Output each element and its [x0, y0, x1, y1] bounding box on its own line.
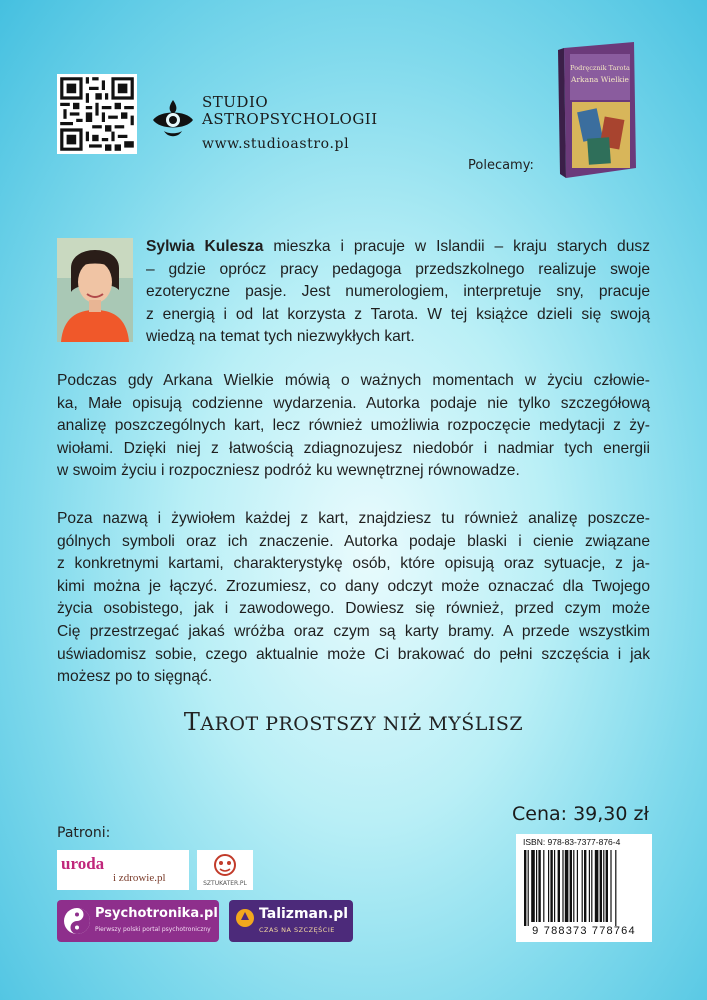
- bio-line: wiedzą na temat tych niezwykłych kart.: [146, 328, 415, 346]
- book-title-line1: Podręcznik Tarota: [570, 64, 630, 72]
- bio-line: mieszka i pracuje w Islandii – kraju starych dusz: [263, 238, 650, 255]
- author-bio-paragraph: [146, 236, 650, 349]
- publisher-name-line1: STUDIO: [202, 93, 269, 111]
- sztukater-text: SZTUKATER.PL: [203, 880, 247, 887]
- recommended-book-cover[interactable]: [550, 40, 640, 180]
- text-line: Poza nazwą i żywiołem każdej z kart, znajdziesz tu również analizę poszcze-: [57, 510, 650, 527]
- recommend-label: Polecamy:: [468, 158, 534, 173]
- talizman-badge-icon: [235, 908, 255, 928]
- bio-line: – gdzie oprócz pracy pedagoga przedszkolnego realizuje swoje: [146, 260, 650, 278]
- author-portrait: [57, 238, 133, 342]
- psychotronika-logo[interactable]: [57, 900, 219, 942]
- book-illustration: [550, 40, 640, 180]
- text-line: możesz po to sięgnąć.: [57, 668, 213, 686]
- uroda-text: uroda: [61, 854, 105, 873]
- description-paragraph-2: [57, 508, 650, 689]
- text-line: ka, Małe opisują codzienne wydarzenia. Autorka podaje nie tylko szczegółową: [57, 394, 650, 412]
- text-line: uświadomisz sobie, czego aktualnie może Ci brakować do pełni szczęścia i jak: [57, 645, 650, 663]
- text-line: z konkretnymi kartami, charakterystykę osób, które opisują oraz sytuacje, z ja-: [57, 555, 650, 573]
- qr-code-graphic: [57, 74, 137, 154]
- text-line: gólnych symboli oraz ich znaczenie. Autorka podaje blaski i cienie związane: [57, 532, 650, 550]
- talizman-logo[interactable]: [229, 900, 353, 942]
- publisher-name-line2: ASTROPSYCHOLOGII: [202, 110, 378, 128]
- publisher-name: [202, 94, 378, 128]
- qr-code[interactable]: [57, 74, 137, 154]
- psychotronika-subtitle: Pierwszy polski portal psychotroniczny: [95, 926, 211, 933]
- patrons-label: Patroni:: [57, 825, 111, 841]
- book-title-line2: Arkana Wielkie: [571, 75, 629, 84]
- isbn-label: ISBN: 978-83-7377-876-4: [523, 837, 621, 847]
- text-line: w swoim życiu i rozpoczniesz podróż ku wewnętrznej równowadze.: [57, 462, 520, 480]
- barcode-digits: 9 788373 778764: [532, 925, 636, 937]
- lotus-eye-icon: [150, 98, 196, 142]
- text-line: kimi można je łączyć. Zrozumiesz, co dany odczyt może oznaczać dla Twojego: [57, 577, 650, 595]
- price-label: Cena: 39,30 zł: [512, 803, 649, 825]
- psychotronika-text: Psychotronika.pl: [95, 906, 218, 921]
- text-line: Cię przestrzegać jakaś wróżba oraz czym są karty bramy. A przede wszystkim: [57, 622, 650, 640]
- zdrowie-text: i zdrowie.pl: [113, 872, 166, 884]
- bio-line: ezoteryczne pasje. Jest numerologiem, interpretuje sny, pracuje: [146, 283, 650, 301]
- tagline-initial: T: [183, 708, 201, 736]
- tagline-rest: AROT PROSTSZY NIŻ MYŚLISZ: [200, 713, 524, 735]
- publisher-logo[interactable]: [150, 98, 196, 142]
- text-line: analizę poszczególnych kart, lecz również umożliwia rozpoczęcie medytacji z ży-: [57, 417, 650, 435]
- tagline: [0, 708, 707, 736]
- publisher-url[interactable]: www.studioastro.pl: [202, 136, 350, 152]
- yin-yang-icon: [63, 907, 91, 935]
- uroda-zdrowie-logo[interactable]: [57, 850, 189, 890]
- bio-line: z energią i od lat korzysta z Tarota. W tej książce dzieli się swoją: [146, 305, 650, 323]
- text-line: Podczas gdy Arkana Wielkie mówią o ważnych momentach w życiu człowie-: [57, 372, 650, 389]
- talizman-text: Talizman.pl: [259, 906, 349, 922]
- talizman-subtitle: CZAS NA SZCZĘŚCIE: [259, 926, 335, 934]
- author-name: Sylwia Kulesza: [146, 238, 264, 255]
- author-photo: [57, 238, 133, 342]
- sztukater-logo[interactable]: [197, 850, 253, 890]
- description-paragraph-1: [57, 370, 650, 483]
- text-line: wiołami. Dzięki niej z łatwością zdiagnozujesz niedobór i nadmiar tych energii: [57, 439, 650, 457]
- text-line: życia osobistego, jak i zawodowego. Dowiesz się również, przed czym może: [57, 600, 650, 618]
